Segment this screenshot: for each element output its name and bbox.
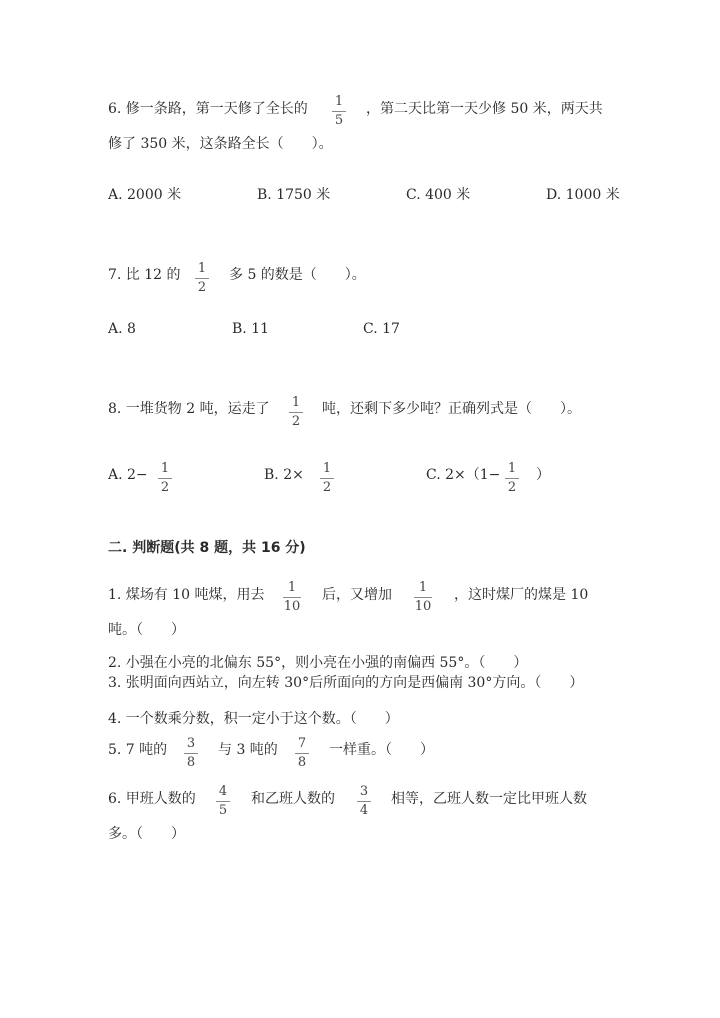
q8-option-a-fraction: 1 2 — [158, 462, 172, 495]
j4-text: 4. 一个数乘分数，积一定小于这个数。（ ） — [108, 711, 399, 727]
q7-option-c[interactable]: C. 17 — [363, 321, 400, 337]
q6-text-start: 6. 修一条路，第一天修了全长的 — [108, 101, 308, 117]
j3-text: 3. 张明面向西站立，向左转 30°后所面向的方向是西偏南 30°方向。（ ） — [108, 675, 584, 691]
j6-fraction-1: 4 5 — [216, 785, 230, 818]
q7-option-b[interactable]: B. 11 — [232, 321, 270, 337]
j2-text: 2. 小强在小亮的北偏东 55°，则小亮在小强的南偏西 55°。（ ） — [108, 655, 528, 671]
j6-text-line2: 多。（ ） — [108, 826, 185, 842]
q8-option-c[interactable]: C. 2×（1− — [426, 467, 501, 483]
q8-option-b[interactable]: B. 2× — [264, 467, 304, 483]
q6-text-line2: 修了 350 米，这条路全长（ ）。 — [108, 136, 333, 152]
j5-text-end: 一样重。（ ） — [329, 742, 434, 758]
section-2-heading: 二. 判断题(共 8 题，共 16 分) — [108, 540, 306, 556]
q6-option-d[interactable]: D. 1000 米 — [546, 187, 620, 203]
q7-option-a[interactable]: A. 8 — [108, 321, 136, 337]
q7-fraction: 1 2 — [195, 262, 209, 295]
q8-text-start: 8. 一堆货物 2 吨，运走了 — [108, 401, 270, 417]
q8-option-a[interactable]: A. 2− — [108, 467, 148, 483]
q6-fraction: 1 5 — [332, 95, 346, 128]
q7-text-end: 多 5 的数是（ ）。 — [229, 267, 366, 283]
j5-fraction-2: 7 8 — [295, 737, 309, 770]
q8-fraction: 1 2 — [289, 396, 303, 429]
q8-option-c-end: ） — [536, 467, 550, 483]
q6-option-a[interactable]: A. 2000 米 — [108, 187, 182, 203]
j6-text-middle: 和乙班人数的 — [251, 791, 335, 807]
q7-text-start: 7. 比 12 的 — [108, 267, 181, 283]
q8-option-b-fraction: 1 2 — [320, 462, 334, 495]
q6-option-b[interactable]: B. 1750 米 — [257, 187, 331, 203]
j1-fraction-1: 1 10 — [283, 580, 301, 614]
q8-option-c-fraction: 1 2 — [505, 462, 519, 495]
j6-text-end: 相等，乙班人数一定比甲班人数 — [391, 791, 587, 807]
q6-option-c[interactable]: C. 400 米 — [406, 187, 471, 203]
q8-text-end: 吨，还剩下多少吨？正确列式是（ ）。 — [322, 401, 581, 417]
j1-fraction-2: 1 10 — [414, 580, 432, 614]
j5-fraction-1: 3 8 — [184, 737, 198, 770]
j1-text-line2: 吨。（ ） — [108, 622, 185, 638]
j6-fraction-2: 3 4 — [357, 785, 371, 818]
j6-text-start: 6. 甲班人数的 — [108, 791, 196, 807]
j5-text-middle: 与 3 吨的 — [218, 742, 278, 758]
q6-text-end: ，第二天比第一天少修 50 米，两天共 — [366, 101, 603, 117]
j5-text-start: 5. 7 吨的 — [108, 742, 168, 758]
j1-text-middle: 后，又增加 — [322, 587, 392, 603]
j1-text-start: 1. 煤场有 10 吨煤，用去 — [108, 587, 265, 603]
j1-text-end: ，这时煤厂的煤是 10 — [454, 587, 589, 603]
